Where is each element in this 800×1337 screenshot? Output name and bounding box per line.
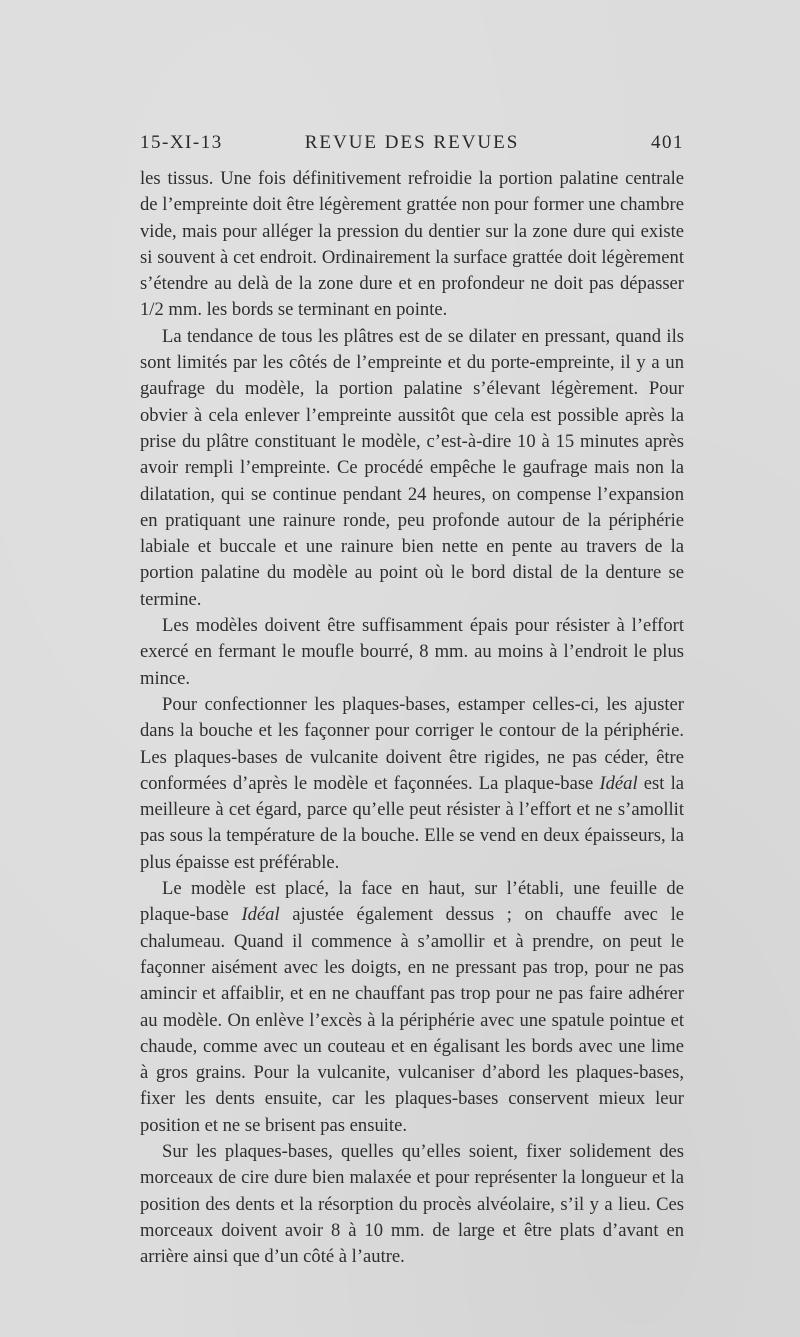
issue-date: 15-XI-13 (140, 132, 223, 153)
text-run: ajustée également dessus ; on chauffe avec le chalumeau. Quand il commence à s’amollir et à prendre, on peut le façonner aisément avec les doigts, en ne pressant pas trop, pour ne pas amincir et affaiblir, et en ne chauffant pas trop pour ne pas faire adhérer au modèle. On enlève l’excès à la périphérie avec une spatule pointue et chaude, comme avec un couteau et en égalisant les bords avec une lime à gros grains. Pour la vulcanite, vulcaniser d’abord les plaques-bases, fixer les dents ensuite, car les plaques-bases conservent mieux leur position et ne se brisent pas ensuite. (140, 904, 684, 1136)
text-run: les tissus. Une fois définitivement refroidie la portion palatine centrale de l’empreinte doit être légèrement grattée non pour former une chambre vide, mais pour alléger la pression du dentier sur la zone dure qui existe si souvent à cet endroit. Ordinairement la surface grattée doit légèrement s’étendre au delà de la zone dure et en profondeur ne doit pas dépasser 1/2 mm. les bords se terminant en pointe. (140, 168, 684, 321)
paragraph-p4 (140, 692, 684, 876)
italic-term: Idéal (599, 772, 638, 794)
text-run: est la meilleure à cet égard, parce qu’elle peut résister à l’effort et ne s’amollit pas sous la température de la bouche. Elle se vend en deux épaisseurs, la plus épaisse est préférable. (140, 772, 684, 873)
text-run: Le modèle est placé, la face en haut, sur l’établi, une feuille de plaque-base (140, 878, 684, 926)
paragraph-p2 (140, 324, 684, 613)
text-run: La tendance de tous les plâtres est de se dilater en pressant, quand ils sont limités par les côtés de l’empreinte et du porte-empreinte, il y a un gaufrage du modèle, la portion palatine s’élevant légèrement. Pour obvier à cela enlever l’empreinte aussitôt que cela est possible après la prise du plâtre constituant le modèle, c’est-à-dire 10 à 15 minutes après avoir rempli l’empreinte. Ce procédé empêche le gaufrage mais non la dilatation, qui se continue pendant 24 heures, on compense l’expansion en pratiquant une rainure ronde, peu profonde autour de la périphérie labiale et buccale et une rainure bien nette en pente au travers de la portion palatine du modèle au point où le bord distal de la denture se termine. (140, 325, 684, 610)
text-run: Les modèles doivent être suffisamment épais pour résister à l’effort exercé en fermant le moufle bourré, 8 mm. au moins à l’endroit le plus mince. (140, 615, 684, 689)
italic-term: Idéal (241, 904, 280, 926)
text-run: Pour confectionner les plaques-bases, estamper celles-ci, les ajuster dans la bouche et les façonner pour corriger le contour de la périphérie. Les plaques-bases de vulcanite doivent être rigides, ne pas céder, être conformées d’après le modèle et façonnées. La plaque-base (140, 693, 684, 794)
paragraph-p1 (140, 166, 684, 324)
text-run: Sur les plaques-bases, quelles qu’elles soient, fixer solidement des morceaux de cire dure bien malaxée et pour représenter la longueur et la position des dents et la résorption du procès alvéolaire, s’il y a lieu. Ces morceaux doivent avoir 8 à 10 mm. de large et être plats d’avant en arrière ainsi que d’un côté à l’autre. (140, 1140, 684, 1268)
journal-section-title: REVUE DES REVUES (304, 132, 520, 153)
paragraph-p6 (140, 1139, 684, 1270)
page-number: 401 (651, 132, 684, 153)
paragraph-p5 (140, 876, 684, 1139)
running-head (140, 132, 684, 158)
body-text (140, 166, 684, 1270)
paragraph-p3 (140, 613, 684, 692)
